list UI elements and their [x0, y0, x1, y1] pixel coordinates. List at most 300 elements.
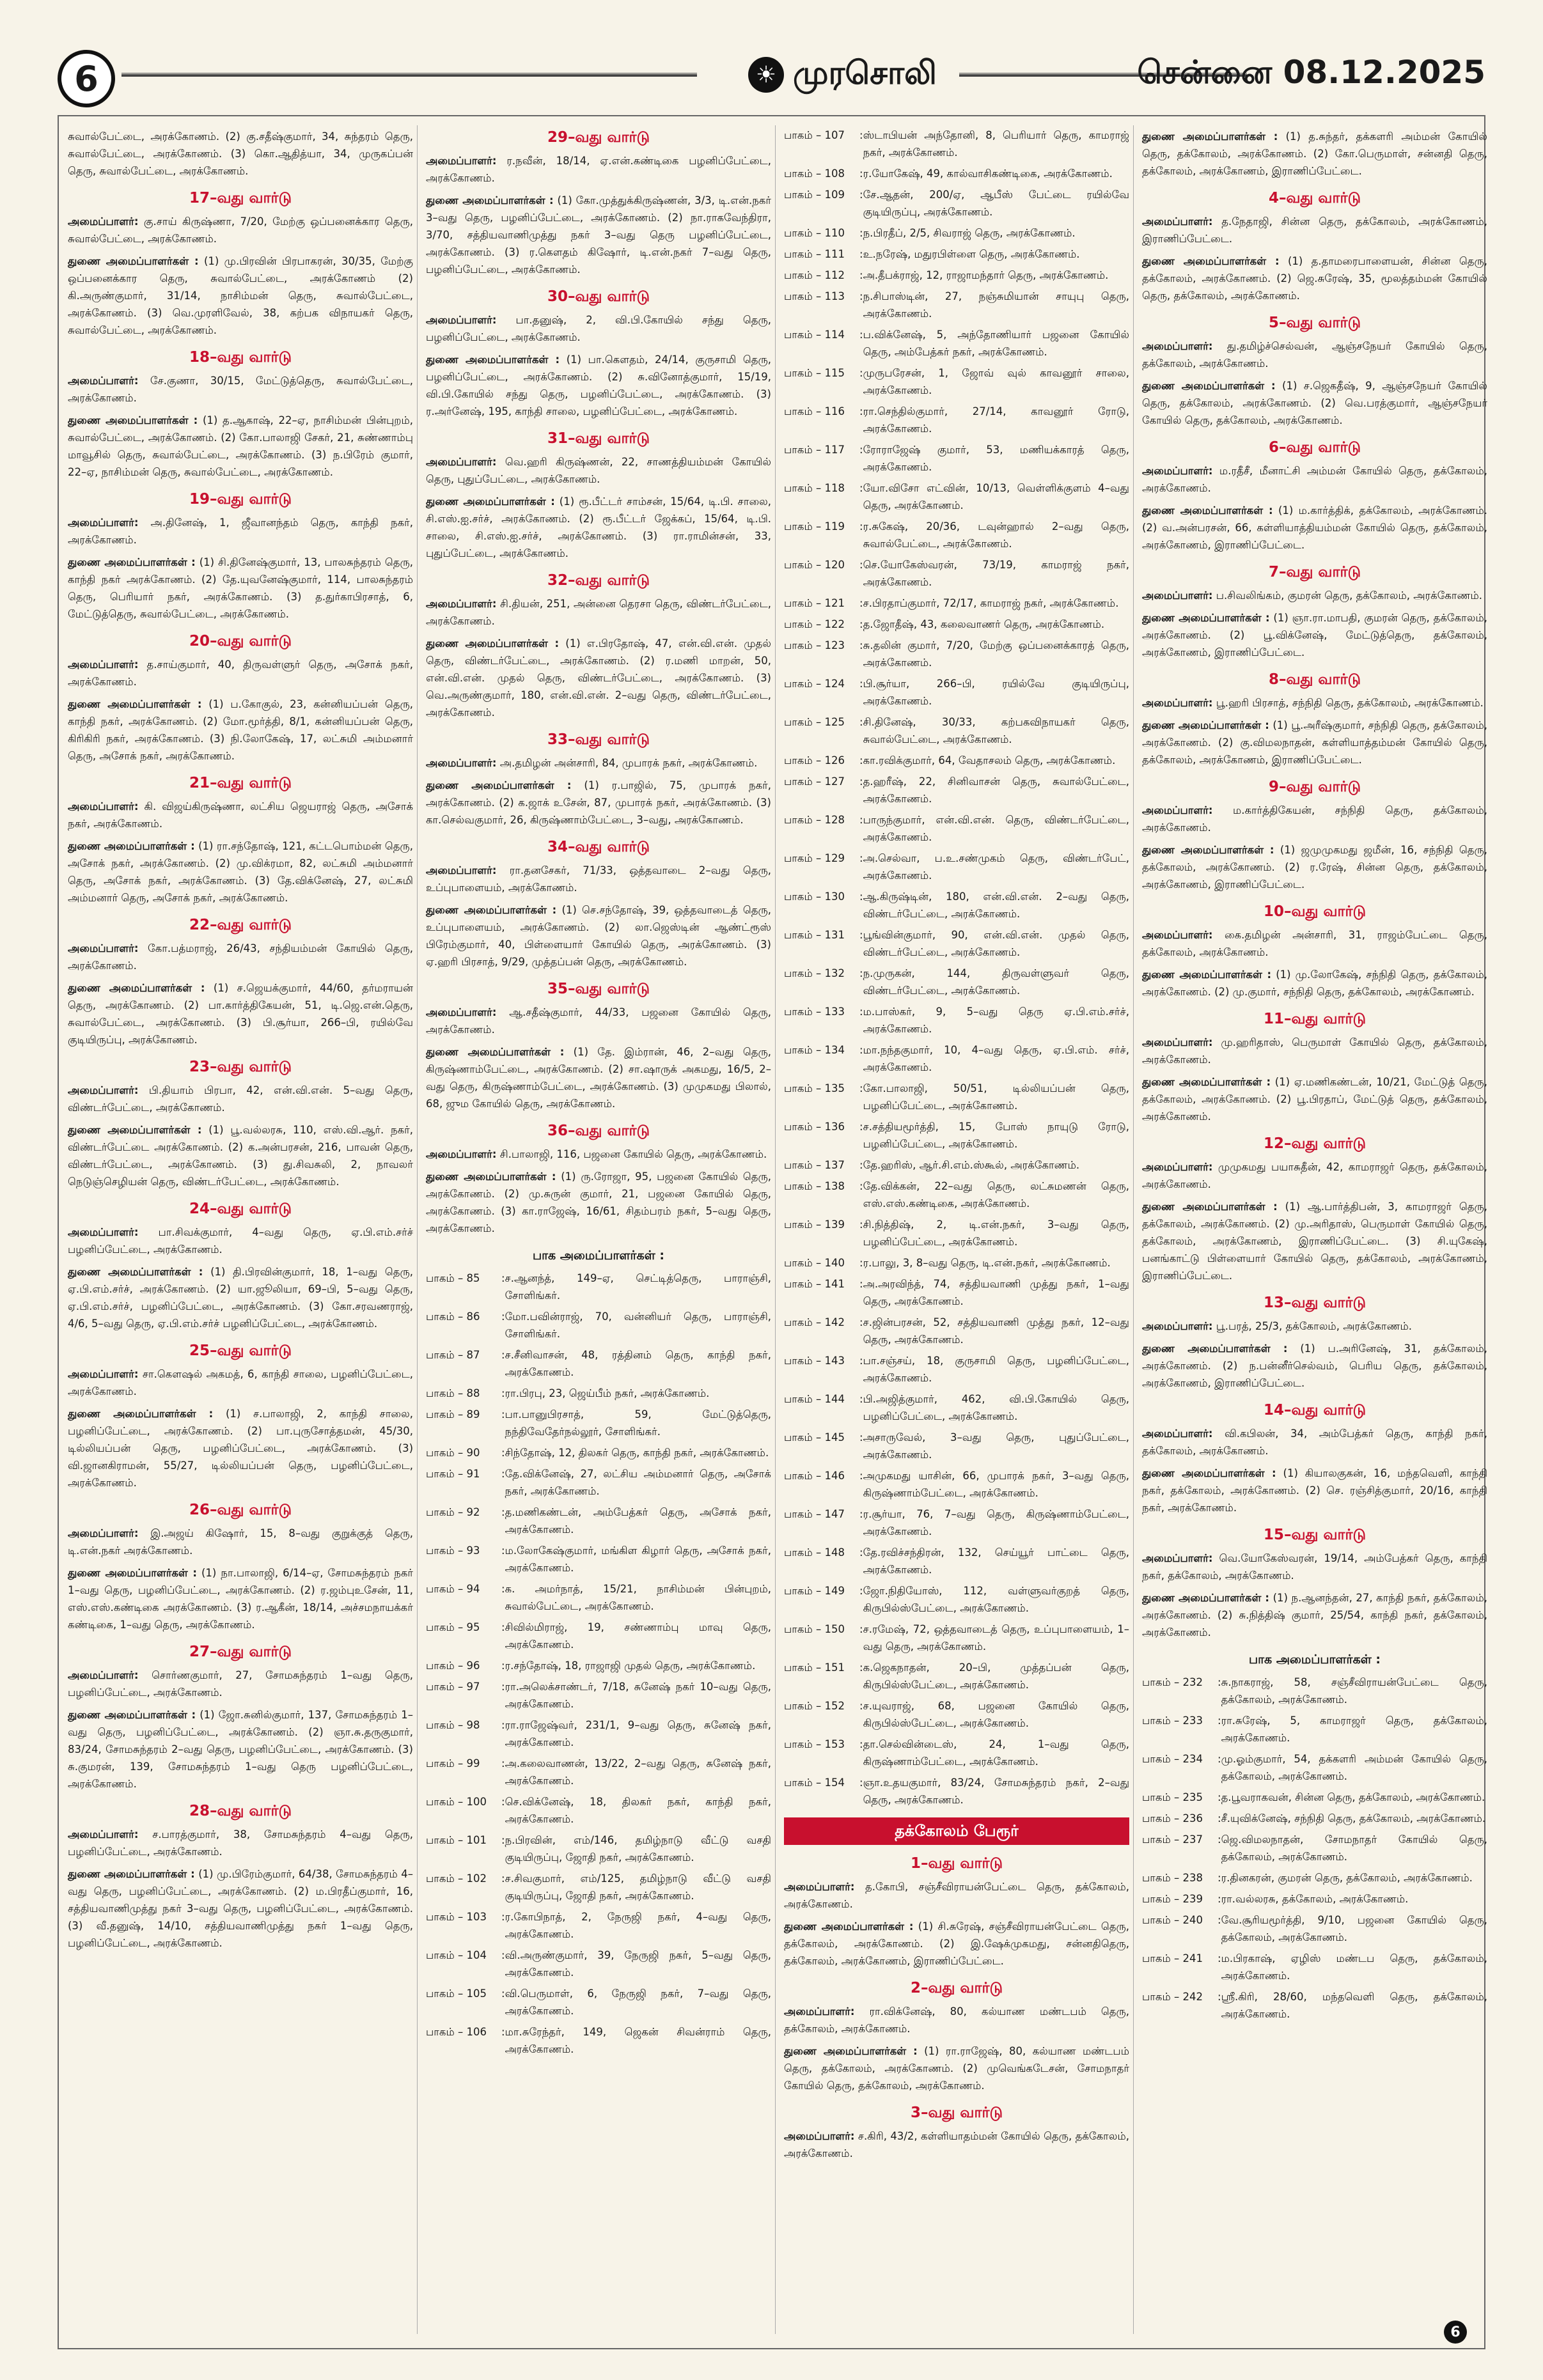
- booth-address: க. அமர்நாத், 15/21, நாசிம்மன் பின்புறம், சுவால்பேட்டை, அரக்கோணம்.: [505, 1583, 771, 1612]
- booth-separator: :: [859, 1431, 863, 1443]
- booth-number: பாகம் – 102: [426, 1872, 487, 1885]
- listing-entry: [1142, 1425, 1487, 1459]
- sun-logo-icon: ☀: [748, 57, 784, 93]
- booth-address: செ.விக்னேஷ், 18, திலகர் நகர், காந்தி நகர், அரக்கோணம்.: [505, 1796, 771, 1825]
- booth-address: ந.பிரதீப், 2/5, சிவராஜ் தெரு, அரக்கோணம்.: [863, 227, 1076, 239]
- listing-entry: [68, 979, 413, 1048]
- booth-address: பி.அஜித்குமார், 462, வி.பி.கோயில் தெரு, பழனிப்பேட்டை, அரக்கோணம்.: [863, 1393, 1129, 1422]
- entry-text: (1) சி.சுரேஷ், சஞ்சீவிராயன்பேட்டை தெரு, தக்கோலம், அரக்கோணம். (2) இ.ஷேக்முகமது, சன்னதிதெரு, தக்கோலம், அரக்கோணம், இராணிப்பேட்டை.: [784, 1920, 1129, 1967]
- booth-number: பாகம் – 100: [426, 1796, 487, 1808]
- listing-entry: [1142, 1158, 1487, 1193]
- booth-separator: :: [501, 1872, 505, 1885]
- ward-heading: 31–வது வார்டு: [547, 430, 650, 447]
- ward-heading: 4–வது வார்டு: [1268, 190, 1361, 206]
- listing-entry: [426, 1043, 771, 1112]
- booth-number: பாகம் – 241: [1142, 1952, 1203, 1964]
- booth-address: பாருந்குமார், என்.வி.என். தெரு, விண்டர்பேட்டை, அரக்கோணம்.: [863, 814, 1129, 843]
- ward-heading: 35–வது வார்டு: [547, 981, 650, 997]
- role-label: துணை அமைப்பாளர்கள் :: [426, 354, 560, 366]
- booth-separator: :: [859, 852, 863, 864]
- booth-address: சிவில்மிராஜ், 19, சண்ணாம்பு மாவு தெரு, அரக்கோணம்.: [505, 1621, 771, 1651]
- entry-text: (1) ஏ.மணிகண்டன், 10/21, மேட்டுத் தெரு, தக்கோலம், அரக்கோணம். (2) பூ.பிரதாப், மேட்டுத் தெரு, தக்கோலம், அரக்கோணம்.: [1142, 1076, 1487, 1123]
- ward-heading: 12–வது வார்டு: [1263, 1135, 1367, 1152]
- booth-row: [426, 1947, 771, 1981]
- booth-address: ம.பாஸ்கர், 9, 5–வது தெரு ஏ.பி.எம்.சர்ச், அரக்கோணம்.: [863, 1006, 1129, 1035]
- booth-row: [784, 965, 1129, 999]
- booth-row: [1142, 1810, 1487, 1827]
- booth-row: [784, 773, 1129, 807]
- booth-separator: :: [1218, 1952, 1221, 1964]
- booth-number: பாகம் – 106: [426, 2026, 487, 2038]
- booth-number: பாகம் – 96: [426, 1660, 480, 1672]
- booth-separator: :: [859, 1121, 863, 1133]
- booth-row: [784, 1621, 1129, 1655]
- booth-separator: :: [1218, 1812, 1221, 1824]
- column-4: [1142, 125, 1487, 2334]
- listing-entry: [68, 1121, 413, 1190]
- booth-address: வே.சூரியமூர்த்தி, 9/10, பஜனை கோயில் தெரு, தக்கோலம், அரக்கோணம்.: [1221, 1914, 1487, 1943]
- booth-address: அ.அரவிந்த், 74, சத்தியவாணி முத்து நகர், 1–வது தெரு, அரக்கோணம்.: [863, 1278, 1129, 1307]
- booth-row: [1142, 1869, 1487, 1886]
- listing-entry: [68, 1082, 413, 1116]
- booth-number: பாகம் – 140: [784, 1257, 845, 1269]
- booth-separator: :: [1218, 1715, 1221, 1727]
- booth-row: [784, 1275, 1129, 1310]
- booth-row: [784, 595, 1129, 612]
- booth-separator: :: [859, 405, 863, 417]
- role-label: துணை அமைப்பாளர்கள் :: [426, 904, 557, 916]
- booth-number: பாகம் – 132: [784, 967, 845, 979]
- entry-text: (1) ப.அரினேஷ், 31, தக்கோலம், அரக்கோணம். (2) ந.பன்னீர்செல்வம், பெரிய தெரு, தக்கோலம், அரக்கோணம், இராணிப்பேட்டை.: [1142, 1342, 1487, 1389]
- booth-number: பாகம் – 135: [784, 1082, 845, 1094]
- entry-text: இ.அஜய் கிஷோர், 15, 8–வது குறுக்குத் தெரு, டி.என்.நகர் அரக்கோணம்.: [68, 1527, 413, 1557]
- listing-entry: [1142, 694, 1487, 712]
- booth-separator: :: [859, 1159, 863, 1171]
- role-label: துணை அமைப்பாளர்கள் :: [68, 1266, 203, 1278]
- booth-separator: :: [859, 1257, 863, 1269]
- booth-address: ச.ஆனந்த், 149–ஏ, செட்டித்தெரு, பாராஞ்சி, சோளிங்கர்.: [505, 1272, 771, 1302]
- role-label: அமைப்பாளர்:: [784, 2005, 855, 2018]
- listing-entry: [1142, 966, 1487, 1000]
- listing-entry: [1142, 1589, 1487, 1641]
- listing-entry: [784, 1918, 1129, 1970]
- booth-address: சே.ஆதன், 200/ஏ, ஆபீஸ் பேட்டை ரயில்வே குடியிருப்பு, அரக்கோணம்.: [863, 189, 1129, 218]
- entry-text: அ.தினேஷ், 1, ஜீவானந்தம் தெரு, காந்தி நகர், அரக்கோணம்.: [68, 517, 413, 546]
- entry-text: (1) பூ.வல்லரசு, 110, எஸ்.வி.ஆர். நகர், விண்டர்பேட்டை அரக்கோணம். (2) க.அன்பரசன், 216, பாவன் தெரு, விண்டர்பேட்டை, அரக்கோணம். (3) து.சிவசுலி, 2, நாவலர் நெடுஞ்செழியன் தெரு, விண்டர்பேட்டை, அரக்கோணம்.: [68, 1124, 413, 1188]
- booth-number: பாகம் – 95: [426, 1621, 480, 1633]
- booth-separator: :: [1218, 1991, 1221, 2003]
- booth-number: பாகம் – 147: [784, 1508, 845, 1520]
- booth-address: ஸ்ரீ.கிரி, 28/60, மந்தவெளி தெரு, தக்கோலம், அரக்கோணம்.: [1221, 1991, 1487, 2020]
- column-divider: [1133, 125, 1134, 2334]
- booth-number: பாகம் – 133: [784, 1006, 845, 1018]
- booth-separator: :: [501, 1387, 505, 1399]
- role-label: துணை அமைப்பாளர்கள் :: [68, 840, 195, 852]
- booth-row: [1142, 1950, 1487, 1984]
- listing-entry: [1142, 1318, 1487, 1335]
- booth-row: [784, 326, 1129, 361]
- booth-row: [784, 364, 1129, 399]
- booth-address: ம.லோகேஷ்குமார், மங்கிள கிழார் தெரு, அசோக் நகர், அரக்கோணம்.: [505, 1544, 771, 1574]
- role-label: அமைப்பாளர்:: [1142, 697, 1213, 709]
- booth-number: பாகம் – 88: [426, 1387, 480, 1399]
- booth-address: ச.பிரதாப்குமார், 72/17, காமராஜ் நகர், அரக்கோணம்.: [863, 597, 1119, 609]
- listing-entry: [426, 192, 771, 278]
- booth-number: பாகம் – 137: [784, 1159, 845, 1171]
- booth-number: பாகம் – 111: [784, 248, 845, 260]
- booth-row: [1142, 1911, 1487, 1946]
- booth-row: [784, 713, 1129, 748]
- listing-entry: [68, 798, 413, 832]
- booth-separator: :: [859, 775, 863, 788]
- booth-separator: :: [859, 1661, 863, 1674]
- booth-row: [1142, 1750, 1487, 1785]
- entry-text: சே.குணா, 30/15, மேட்டுத்தெரு, சுவால்பேட்டை, அரக்கோணம்.: [68, 375, 413, 404]
- booth-separator: :: [859, 129, 863, 141]
- booth-number: பாகம் – 117: [784, 444, 845, 456]
- booth-address: த.ஜோதீஷ், 43, கலைவாணர் தெரு, அரக்கோணம்.: [863, 618, 1105, 630]
- booth-row: [426, 1870, 771, 1904]
- role-label: துணை அமைப்பாளர்கள் :: [784, 1920, 914, 1933]
- booth-address: ரா.அலெக்சாண்டர், 7/18, சுனேஷ் நகர் 10–வது தெரு, அரக்கோணம்.: [505, 1681, 771, 1710]
- booth-number: பாகம் – 152: [784, 1700, 845, 1712]
- booth-separator: :: [1218, 1753, 1221, 1765]
- booth-separator: :: [1218, 1791, 1221, 1803]
- booth-row: [426, 1657, 771, 1674]
- role-label: அமைப்பாளர்:: [1142, 1552, 1213, 1564]
- listing-entry: [1142, 926, 1487, 961]
- booth-row: [784, 926, 1129, 961]
- role-label: அமைப்பாளர்:: [1142, 1427, 1213, 1440]
- role-label: அமைப்பாளர்:: [68, 1084, 139, 1096]
- booth-row: [784, 1736, 1129, 1770]
- booth-number: பாகம் – 85: [426, 1272, 480, 1284]
- entry-text: கை.தமிழன் அன்சாரி, 31, ராஜம்பேட்டை தெரு, தக்கோலம், அரக்கோணம்.: [1142, 929, 1487, 958]
- booth-address: ரா.வல்லரசு, தக்கோலம், அரக்கோணம்.: [1221, 1893, 1409, 1905]
- booth-address: பூங்வின்குமார், 90, என்.வி.என். முதல் தெரு, விண்டர்பேட்டை, அரக்கோணம்.: [863, 929, 1129, 958]
- listing-entry: [1142, 502, 1487, 554]
- ward-heading: 20–வது வார்டு: [189, 633, 292, 649]
- entry-text: (1) மு.பிரேம்குமார், 64/38, சோமசுந்தரம் 4–வது தெரு, பழனிப்பேட்டை, அரக்கோணம். (2) ம.பிரதீப்குமார், 16, சத்தியவாணிமுத்து நகர் 3–வது தெரு, பழனிப்பேட்டை, அரக்கோணம். (3) வீ.தனுஷ், 14/10, சத்தியவாணிமுத்து நகர் 1–வது தெரு, பழனிப்பேட்டை, அரக்கோணம்.: [68, 1868, 413, 1949]
- entry-text: ச.பாரத்குமார், 38, சோமசுந்தரம் 4–வது தெரு, பழனிப்பேட்டை, அரக்கோணம்.: [68, 1828, 413, 1858]
- booth-row: [426, 1678, 771, 1713]
- booth-address: ர.யோகேஷ், 49, கால்வாசிகண்டிகை, அரக்கோணம்.: [863, 167, 1113, 180]
- entry-text: சொர்ணகுமார், 27, சோமசுந்தரம் 1–வது தெரு, பழனிப்பேட்டை, அரக்கோணம்.: [68, 1669, 413, 1699]
- section-subheading: பாக அமைப்பாளர்கள் :: [1248, 1653, 1381, 1667]
- booth-separator: :: [859, 678, 863, 690]
- role-label: அமைப்பாளர்:: [68, 517, 139, 529]
- listing-entry: [1142, 1340, 1487, 1392]
- role-label: அமைப்பாளர்:: [784, 1881, 855, 1893]
- entry-text: பா.சிவக்குமார், 4–வது தெரு, ஏ.பி.எம்.சர்ச் பழனிப்பேட்டை, அரக்கோணம்.: [68, 1226, 413, 1256]
- booth-separator: :: [501, 2026, 505, 2038]
- entry-text: பா.தனுஷ், 2, வி.பி.கோயில் சந்து தெரு, பழனிப்பேட்டை, அரக்கோணம்.: [426, 314, 771, 343]
- entry-text: (1) தி.பிரவின்குமார், 18, 1–வது தெரு, ஏ.பி.எம்.சர்ச், அரக்கோணம். (2) யா.ஜூலியா, 69–பி, 5–வது தெரு, ஏ.பி.எம்.சர்ச், பழனிப்பேட்டை, அரக்கோணம். (3) கோ.சரவணராஜ், 4/6, 5–வது தெரு, ஏ.பி.எம்.சர்ச் பழனிப்பேட்டை, அரக்கோணம்.: [68, 1266, 413, 1330]
- role-label: துணை அமைப்பாளர்கள் :: [1142, 719, 1269, 731]
- role-label: அமைப்பாளர்:: [426, 864, 497, 876]
- booth-row: [784, 1003, 1129, 1038]
- entry-text: ப.சிவலிங்கம், குமரன் தெரு, தக்கோலம், அரக்கோணம்.: [1216, 589, 1483, 602]
- ward-heading: 33–வது வார்டு: [547, 731, 650, 748]
- booth-number: பாகம் – 154: [784, 1777, 845, 1789]
- listing-entry: [426, 351, 771, 420]
- role-label: துணை அமைப்பாளர்கள் :: [68, 1709, 196, 1721]
- role-label: துணை அமைப்பாளர்கள் :: [68, 255, 199, 267]
- booth-number: பாகம் – 91: [426, 1468, 480, 1480]
- ward-heading: 27–வது வார்டு: [189, 1644, 292, 1660]
- booth-row: [1142, 1890, 1487, 1908]
- role-label: துணை அமைப்பாளர்கள் :: [1142, 380, 1276, 392]
- role-label: அமைப்பாளர்:: [1142, 1036, 1213, 1048]
- listing-entry: [68, 1706, 413, 1793]
- role-label: துணை அமைப்பாளர்கள் :: [426, 1046, 565, 1058]
- role-label: அமைப்பாளர்:: [68, 215, 139, 228]
- listing-entry: [426, 754, 771, 772]
- booth-number: பாகம் – 232: [1142, 1676, 1203, 1688]
- booth-address: ரா.செந்தில்குமார், 27/14, காவனூர் ரோடு, அரக்கோணம்.: [863, 405, 1129, 435]
- listing-entry: [1142, 128, 1487, 180]
- role-label: துணை அமைப்பாளர்கள் :: [68, 982, 205, 994]
- listing-entry: [1142, 1465, 1487, 1516]
- listing-entry: [68, 213, 413, 247]
- booth-address: செ.யோகேஸ்வரன், 73/19, காமராஜ் நகர், அரக்கோணம்.: [863, 559, 1129, 588]
- booth-address: ஆ.கிருஷ்டின், 180, என்.வி.என். 2–வது தெரு, விண்டர்பேட்டை, அரக்கோணம்.: [863, 891, 1129, 920]
- booth-separator: :: [859, 639, 863, 651]
- role-label: துணை அமைப்பாளர்கள் :: [426, 637, 560, 649]
- booth-row: [784, 403, 1129, 437]
- booth-address: பி.சூர்யா, 266–பி, ரயில்வே குடியிருப்பு, அரக்கோணம்.: [863, 678, 1129, 707]
- role-label: துணை அமைப்பாளர்கள் :: [68, 556, 196, 568]
- role-label: அமைப்பாளர்:: [68, 1669, 139, 1681]
- listing-entry: [1142, 462, 1487, 497]
- booth-separator: :: [859, 1508, 863, 1520]
- entry-text: த.சாய்குமார், 40, திருவள்ளுர் தெரு, அசோக் நகர், அரக்கோணம்.: [68, 658, 413, 688]
- booth-number: பாகம் – 113: [784, 290, 845, 302]
- booth-address: முருபரேசன், 1, ஜோவ் வுல் காவனூர் சாலை, அரக்கோணம்.: [863, 367, 1129, 396]
- role-label: அமைப்பாளர்:: [426, 155, 497, 167]
- booth-separator: :: [501, 1468, 505, 1480]
- booth-address: ஞா.உதயகுமார், 83/24, சோமசுந்தரம் நகர், 2–வது தெரு, அரக்கோணம்.: [863, 1777, 1129, 1806]
- booth-number: பாகம் – 123: [784, 639, 845, 651]
- entry-text: து.தமிழ்ச்செல்வன், ஆஞ்சநேயர் கோயில் தெரு, தக்கோலம், அரக்கோணம்.: [1142, 340, 1487, 369]
- role-label: அமைப்பாளர்:: [68, 942, 139, 954]
- ward-heading: 19–வது வார்டு: [189, 491, 292, 508]
- booth-separator: :: [501, 1719, 505, 1731]
- ward-heading: 24–வது வார்டு: [189, 1201, 292, 1217]
- entry-text: (1) ம.கார்த்திக், தக்கோலம், அரக்கோணம். (2) வ.அன்பரசன், 66, கள்ளியாத்தியம்மன் கோயில் தெரு, தக்கோலம், அரக்கோணம், இராணிப்பேட்டை.: [1142, 504, 1487, 551]
- role-label: துணை அமைப்பாளர்கள் :: [68, 698, 202, 710]
- booth-address: ர.சுகேஷ், 20/36, டவுன்ஹால் 2–வது தெரு, சுவால்பேட்டை, அரக்கோணம்.: [863, 520, 1129, 550]
- ward-heading: 11–வது வார்டு: [1263, 1011, 1367, 1027]
- booth-address: தே.விக்கன், 22–வது தெரு, லட்சுமணன் தெரு, எஸ்.எஸ்.கண்டிகை, அரக்கோணம்.: [863, 1180, 1129, 1209]
- entry-text: (1) த.தாமரைபாளையன், சின்ன தெரு, தக்கோலம், அரக்கோணம். (2) ஜெ.சுரேஷ், 35, மூலத்தம்மன் கோயில் தெரு, தக்கோலம், அரக்கோணம்.: [1142, 255, 1487, 302]
- booth-row: [426, 1444, 771, 1461]
- booth-address: பா.பானுபிரசாத், 59, மேட்டுத்தெரு, நந்திவேதேர்நல்லூர், சோளிங்கர்.: [505, 1408, 771, 1438]
- booth-address: ர.கோபிநாத், 2, நேருஜி நகர், 4–வது தெரு, அரக்கோணம்.: [505, 1911, 771, 1940]
- listing-entry: [68, 1826, 413, 1860]
- listing-entry: [68, 1865, 413, 1952]
- listing-entry: [426, 1004, 771, 1038]
- booth-separator: :: [859, 597, 863, 609]
- listing-entry: [1142, 609, 1487, 661]
- role-label: துணை அமைப்பாளர்கள் :: [1142, 504, 1273, 517]
- entry-text: ஆ.சதீஷ்குமார், 44/33, பஜனை கோயில் தெரு, அரக்கோணம்.: [426, 1006, 771, 1036]
- booth-address: ஜோ.நிதியோஸ், 112, வள்ளுவர்குறத் தெரு, கிருபில்ஸ்பேட்டை, அரக்கோணம்.: [863, 1585, 1129, 1614]
- entry-text: ரா.விக்னேஷ், 80, கல்யாண மண்டபம் தெரு, தக்கோலம், அரக்கோணம்.: [784, 2005, 1129, 2035]
- ward-heading: 26–வது வார்டு: [189, 1502, 292, 1518]
- edition-date: சென்னை 08.12.2025: [1137, 54, 1485, 91]
- booth-separator: :: [501, 1660, 505, 1672]
- booth-row: [784, 1429, 1129, 1463]
- listing-entry: [1142, 338, 1487, 372]
- booth-row: [426, 1270, 771, 1304]
- booth-address: ரோராஜேஷ் குமார், 53, மணியக்காரத் தெரு, அரக்கோணம்.: [863, 444, 1129, 473]
- booth-row: [426, 1580, 771, 1615]
- booth-address: ச.யுவராஜ், 68, பஜனை கோயில் தெரு, கிருபில்ஸ்பேட்டை, அரக்கோணம்.: [863, 1700, 1129, 1729]
- entry-text: (1) சி.தினேஷ்குமார், 13, பாலசுந்தரம் தெரு, காந்தி நகர் அரக்கோணம். (2) தே.யுவனேஷ்குமார், 114, பாலசுந்தரம் தெரு, பெரியார் நகர், அரக்கோணம். (3) த.துர்காபிரசாத், 6, மேட்டுத்தெரு, சுவால்பேட்டை, அரக்கோணம்.: [68, 556, 413, 620]
- booth-number: பாகம் – 151: [784, 1661, 845, 1674]
- entry-text: ம.ரதீசீ, மீனாட்சி அம்மன் கோயில் தெரு, தக்கோலம், அரக்கோணம்.: [1142, 465, 1487, 494]
- booth-number: பாகம் – 153: [784, 1738, 845, 1750]
- booth-separator: :: [859, 1278, 863, 1290]
- booth-address: சு.நாகராஜ், 58, சஞ்சீவிராயன்பேட்டை தெரு, தக்கோலம், அரக்கோணம்.: [1221, 1676, 1487, 1706]
- listing-entry: [68, 1667, 413, 1701]
- booth-number: பாகம் – 127: [784, 775, 845, 788]
- booth-row: [784, 1178, 1129, 1212]
- booth-number: பாகம் – 103: [426, 1911, 487, 1923]
- booth-address: க.ஜெகநாதன், 20–பி, முத்தப்பன் தெரு, கிருபில்ஸ்பேட்டை, அரக்கோணம்.: [863, 1661, 1129, 1691]
- booth-number: பாகம் – 121: [784, 597, 845, 609]
- booth-address: தா.செல்வின்டைஸ், 24, 1–வது தெரு, கிருஷ்ணாம்பேட்டை, அரக்கோணம்.: [863, 1738, 1129, 1768]
- booth-address: அ.தீபக்ராஜ், 12, ராஜாமந்தார் தெரு, அரக்கோணம்.: [863, 269, 1109, 281]
- booth-separator: :: [501, 1796, 505, 1808]
- booth-row: [426, 1793, 771, 1828]
- booth-separator: :: [859, 1006, 863, 1018]
- booth-number: பாகம் – 128: [784, 814, 845, 826]
- booth-number: பாகம் – 87: [426, 1349, 480, 1361]
- booth-number: பாகம் – 97: [426, 1681, 480, 1693]
- booth-number: பாகம் – 145: [784, 1431, 845, 1443]
- role-label: துணை அமைப்பாளர்கள் :: [1142, 255, 1280, 267]
- booth-row: [426, 1716, 771, 1751]
- role-label: அமைப்பாளர்:: [68, 1527, 139, 1539]
- listing-entry: [68, 1263, 413, 1332]
- column-divider: [417, 125, 418, 2334]
- listing-entry: [68, 372, 413, 407]
- booth-address: த.பூவராகவன், சின்ன தெரு, தக்கோலம், அரக்கோணம்.: [1221, 1791, 1485, 1803]
- booth-address: ச.ரமேஷ், 72, ஒத்தவாடைத் தெரு, உப்புபாளையம், 1–வது தெரு, அரக்கோணம்.: [863, 1623, 1129, 1653]
- listing-entry: [426, 1146, 771, 1163]
- booth-number: பாகம் – 107: [784, 129, 845, 141]
- ward-heading: 21–வது வார்டு: [189, 775, 292, 791]
- booth-separator: :: [859, 1044, 863, 1056]
- booth-number: பாகம் – 108: [784, 167, 845, 180]
- booth-row: [1142, 1831, 1487, 1865]
- booth-number: பாகம் – 104: [426, 1949, 487, 1961]
- role-label: அமைப்பாளர்:: [68, 1368, 139, 1380]
- booth-separator: :: [859, 1738, 863, 1750]
- role-label: அமைப்பாளர்:: [1142, 1161, 1213, 1173]
- booth-address: யோ.விசோ எட்வின், 10/13, வெள்ளிக்குளம் 4–வது தெரு, அரக்கோணம்.: [863, 482, 1129, 511]
- booth-number: பாகம் – 119: [784, 520, 845, 533]
- booth-number: பாகம் – 122: [784, 618, 845, 630]
- booth-row: [426, 1985, 771, 2019]
- booth-number: பாகம் – 234: [1142, 1753, 1203, 1765]
- booth-row: [784, 556, 1129, 591]
- role-label: அமைப்பாளர்:: [68, 1828, 139, 1840]
- booth-address: மோ.பவின்ராஜ், 70, வன்னியர் தெரு, பாராஞ்சி, சோளிங்கர்.: [505, 1311, 771, 1340]
- booth-address: த.ஹரீஷ், 22, சினிவாசன் தெரு, சுவால்பேட்டை, அரக்கோணம்.: [863, 775, 1129, 805]
- entry-text: (1) செ.சந்தோஷ், 39, ஒத்தவாடைத் தெரு, உப்புபாளையம், அரக்கோணம். (2) லா.ஜெஸ்டின் ஆண்ட்ரூஸ் பிரேம்குமார், 40, பிள்ளையார் கோயில் தெரு, அரக்கோணம். (3) ஏ.ஹரி பிரசாத், 9/29, முத்தப்பன் தெரு, அரக்கோணம்.: [426, 904, 771, 968]
- booth-number: பாகம் – 86: [426, 1311, 480, 1323]
- booth-number: பாகம் – 149: [784, 1585, 845, 1597]
- booth-address: ரா.சுரேஷ், 5, காமராஜர் தெரு, தக்கோலம், அரக்கோணம்.: [1221, 1715, 1487, 1744]
- booth-number: பாகம் – 150: [784, 1623, 845, 1635]
- booth-row: [784, 811, 1129, 846]
- booth-separator: :: [501, 1544, 505, 1557]
- booth-number: பாகம் – 233: [1142, 1715, 1203, 1727]
- booth-address: ர.பாலு, 3, 8–வது தெரு, டி.என்.நகர், அரக்கோணம்.: [863, 1257, 1111, 1269]
- booth-number: பாகம் – 118: [784, 482, 845, 494]
- booth-separator: :: [501, 1621, 505, 1633]
- ward-heading: 1–வது வார்டு: [910, 1855, 1003, 1872]
- booth-row: [784, 1505, 1129, 1540]
- entry-text: (1) ப.கோகுல், 23, கன்னியப்பன் தெரு, காந்தி நகர், அரக்கோணம். (2) மோ.மூர்த்தி, 8/1, கன்னியப்பன் தெரு, கிரிகிரி நகர், அரக்கோணம். (3) நி.லோகேஷ், 17, லட்சுமி அம்மனார் தெரு, அசோக் நகர், அரக்கோணம்.: [68, 698, 413, 762]
- booth-separator: :: [859, 1316, 863, 1328]
- booth-row: [784, 1697, 1129, 1732]
- booth-separator: :: [859, 929, 863, 941]
- entry-text: கோ.பத்மராஜ், 26/43, சந்தியம்மன் கோயில் தெரு, அரக்கோணம்.: [68, 942, 413, 972]
- listing-entry: [1142, 587, 1487, 604]
- booth-row: [784, 245, 1129, 263]
- booth-number: பாகம் – 101: [426, 1834, 487, 1846]
- role-label: அமைப்பாளர்:: [426, 314, 497, 326]
- role-label: துணை அமைப்பாளர்கள் :: [1142, 1592, 1270, 1604]
- booth-address: ர.சூர்யா, 76, 7–வது தெரு, கிருஷ்ணாம்பேட்டை, அரக்கோணம்.: [863, 1508, 1129, 1537]
- booth-number: பாகம் – 144: [784, 1393, 845, 1405]
- booth-address: ந.முருகன், 144, திருவள்ளுவர் தெரு, விண்டர்பேட்டை, அரக்கோணம்.: [863, 967, 1129, 997]
- ward-heading: 23–வது வார்டு: [189, 1059, 292, 1075]
- ward-heading: 18–வது வார்டு: [189, 349, 292, 366]
- ward-heading: 6–வது வார்டு: [1268, 439, 1361, 456]
- ward-heading: 29–வது வார்டு: [547, 129, 650, 146]
- role-label: துணை அமைப்பாளர்கள் :: [426, 495, 555, 508]
- listing-entry: [426, 635, 771, 721]
- role-label: அமைப்பாளர்:: [68, 375, 139, 387]
- entry-text: கி. விஜய்கிருஷ்ணா, லட்சிய ஜெயராஜ் தெரு, அசோக் நகர், அரக்கோணம்.: [68, 800, 413, 830]
- booth-row: [784, 224, 1129, 242]
- entry-text: பி.தியாம் பிரபா, 42, என்.வி.என். 5–வது தெரு, விண்டர்பேட்டை, அரக்கோணம்.: [68, 1084, 413, 1114]
- booth-address: மா.சுரேந்தர், 149, ஜெகன் சிவன்ராம் தெரு, அரக்கோணம்.: [505, 2026, 771, 2055]
- entry-text: ர.நவீன், 18/14, ஏ.என்.கண்டிகை பழனிப்பேட்டை, அரக்கோணம்.: [426, 155, 771, 184]
- booth-row: [426, 1504, 771, 1538]
- booth-address: ச.சீனிவாசன், 48, ரத்தினம் தெரு, காந்தி நகர், அரக்கோணம்.: [505, 1349, 771, 1378]
- booth-address: த.மணிகண்டன், அம்பேத்கர் தெரு, அசோக் நகர், அரக்கோணம்.: [505, 1506, 771, 1536]
- listing-entry: [68, 1365, 413, 1400]
- role-label: அமைப்பாளர்:: [68, 1226, 139, 1238]
- role-label: துணை அமைப்பாளர்கள் :: [68, 1567, 197, 1579]
- role-label: துணை அமைப்பாளர்கள் :: [1142, 968, 1272, 981]
- entry-text: (1) ரு.ரோஜா, 95, பஜனை கோயில் தெரு, அரக்கோணம். (2) மு.சுருன் குமார், 21, பஜனை கோயில் தெரு, அரக்கோணம். (3) கா.ராஜேஷ், 16/61, சிதம்பரம் நகர், 5–வது தெரு, அரக்கோணம்.: [426, 1171, 771, 1234]
- booth-address: ந.பிரவின், எம்/146, தமிழ்நாடு வீட்டு வசதி குடியிருப்பு, ஜோதி நகர், அரக்கோணம்.: [505, 1834, 771, 1863]
- entry-text: (1) பா.கௌதம், 24/14, குருசாமி தெரு, பழனிப்பேட்டை, அரக்கோணம். (2) சு.வினோத்குமார், 15/19, வி.பி.கோயில் சந்து தெரு, பழனிப்பேட்டை, அரக்கோணம். (3) ர.அர்னேஷ், 195, காந்தி சாலை, பழனிப்பேட்டை, அரக்கோணம்.: [426, 354, 771, 417]
- booth-row: [784, 1156, 1129, 1174]
- booth-address: வி.அருண்குமார், 39, நேருஜி நகர், 5–வது தெரு, அரக்கோணம்.: [505, 1949, 771, 1979]
- role-label: துணை அமைப்பாளர்கள் :: [1142, 612, 1270, 624]
- ward-heading: 34–வது வார்டு: [547, 839, 650, 855]
- booth-row: [784, 441, 1129, 476]
- booth-separator: :: [859, 814, 863, 826]
